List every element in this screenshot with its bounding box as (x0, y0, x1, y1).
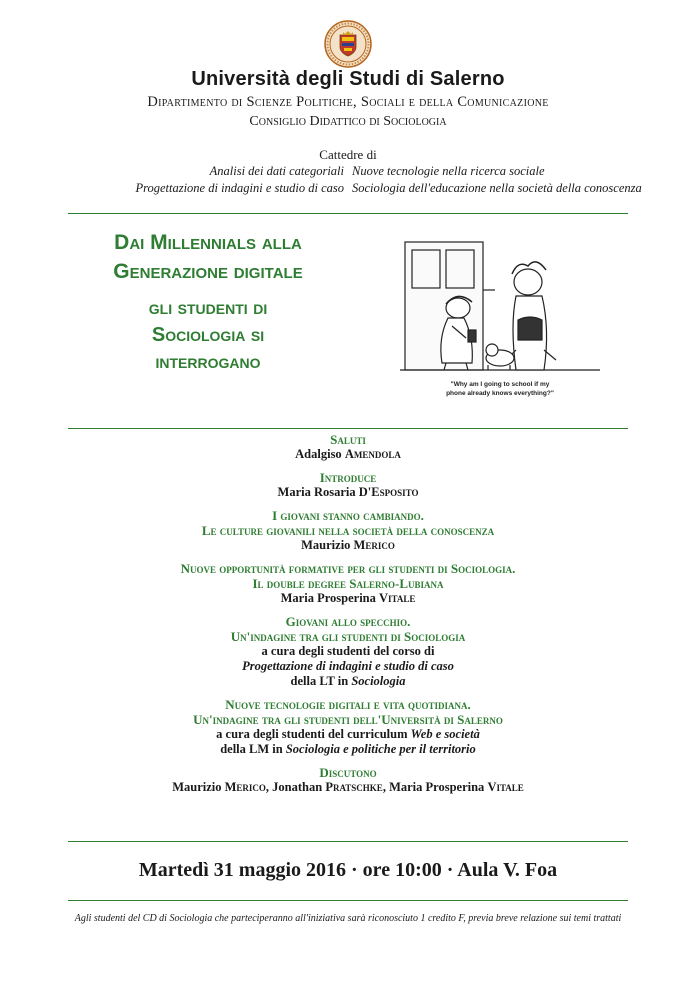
talk-title: Nuove tecnologie digitali e vita quotidiana. (225, 697, 471, 712)
talk-title: Nuove opportunità formative per gli studenti di Sociologia. (180, 561, 516, 576)
divider-top (68, 213, 628, 214)
cartoon-illustration (400, 230, 600, 405)
talk-title: Il double degree Salerno-Lubiana (252, 576, 444, 591)
event-subtitle-line: gli studenti di (148, 297, 268, 319)
program-discussants (0, 765, 696, 795)
speaker-name: Adalgiso Amendola (295, 447, 401, 461)
cartoon-caption-line: phone already knows everything?" (446, 390, 554, 397)
event-title (58, 228, 358, 286)
speaker-name: Maurizio Merico (301, 538, 395, 552)
talk-title: Giovani allo specchio. (285, 614, 411, 629)
talk-title: I giovani stanno cambiando. (272, 508, 424, 523)
talk-presenters: a cura degli studenti del curriculum Web e società (216, 727, 480, 741)
cattedre-right-list (352, 163, 642, 197)
university-seal-logo (324, 20, 372, 68)
talk-presenters: a cura degli studenti del corso di (261, 644, 435, 658)
program-talk-3 (0, 614, 696, 689)
council-name: Consiglio Didattico di Sociologia (249, 114, 447, 129)
talk-course: Progettazione di indagini e studio di caso (242, 659, 454, 673)
cattedra-item: Sociologia dell'educazione nella società della conoscenza (352, 181, 642, 195)
talk-title: Un'indagine tra gli studenti di Sociologia (230, 629, 466, 644)
cattedre-left-list (135, 163, 344, 197)
talk-degree: della LT in Sociologia (290, 674, 406, 688)
divider-middle (68, 428, 628, 429)
program-talk-2 (0, 561, 696, 606)
event-title-line: Dai Millennials alla (114, 231, 302, 254)
event-subtitle-line: interrogano (155, 351, 261, 373)
section-heading: Saluti (330, 432, 366, 447)
event-date-time-location: Martedì 31 maggio 2016 · ore 10:00 · Aula V. Foa (138, 859, 558, 881)
cattedra-item: Progettazione di indagini e studio di caso (135, 181, 344, 195)
talk-title: Un'indagine tra gli studenti dell'Università di Salerno (193, 712, 503, 727)
event-title-line: Generazione digitale (113, 260, 303, 283)
program (0, 432, 696, 803)
credit-note: Agli studenti del CD di Sociologia che parteciperanno all'iniziativa sarà riconosciuto 1 credito F, previa breve relazione sui temi trattati (74, 913, 622, 924)
program-greetings (0, 432, 696, 462)
divider-date-bottom (68, 900, 628, 901)
speaker-name: Maria Prosperina Vitale (280, 591, 416, 605)
cattedra-item: Nuove tecnologie nella ricerca sociale (352, 164, 545, 178)
department-name: Dipartimento di Scienze Politiche, Sociali e della Comunicazione (147, 94, 549, 110)
talk-title: Le culture giovanili nella società della conoscenza (201, 523, 495, 538)
event-subtitle (58, 295, 358, 376)
section-heading: Introduce (319, 470, 377, 485)
program-introduction (0, 470, 696, 500)
section-heading: Discutono (319, 765, 377, 780)
university-name: Università degli Studi di Salerno (191, 68, 505, 90)
event-subtitle-line: Sociologia si (151, 324, 265, 346)
program-talk-1 (0, 508, 696, 553)
discussant-names: Maurizio Merico, Jonathan Pratschke, Maria Prosperina Vitale (172, 780, 524, 794)
cattedra-item: Analisi dei dati categoriali (209, 164, 344, 178)
speaker-name: Maria Rosaria D'Esposito (277, 485, 419, 499)
divider-date-top (68, 841, 628, 842)
cartoon-caption-line: "Why am I going to school if my (450, 381, 550, 388)
cattedre-label: Cattedre di (319, 147, 377, 162)
talk-degree: della LM in Sociologia e politiche per il territorio (220, 742, 476, 756)
program-talk-4 (0, 697, 696, 757)
